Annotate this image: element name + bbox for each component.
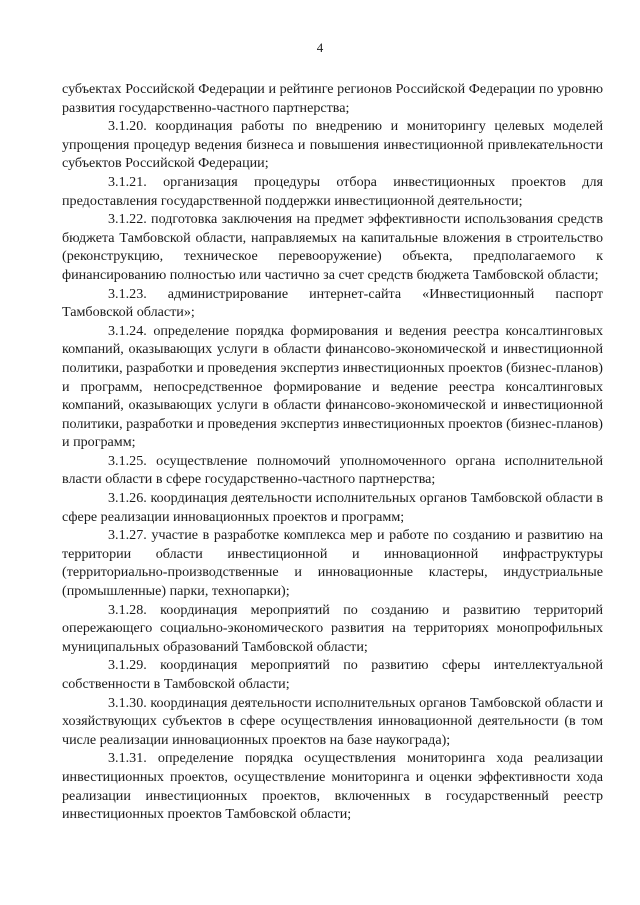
- paragraph-continuation: субъектах Российской Федерации и рейтинге регионов Российской Федерации по уровню развития государственно-частного партнерства;: [62, 81, 603, 116]
- paragraph-3-1-26: 3.1.26. координация деятельности исполнительных органов Тамбовской области в сфере реализации инновационных проектов и программ;: [62, 490, 603, 525]
- document-body: [62, 80, 603, 824]
- paragraph-3-1-22: 3.1.22. подготовка заключения на предмет эффективности использования средств бюджета Тамбовской области, направляемых на капитальные вложения в строительство (реконструкцию, техническое перевооружение) объекта, предполагаемого к финансированию полностью или частично за счет средств бюджета Тамбовской области;: [62, 211, 603, 283]
- page-number: 4: [316, 40, 324, 55]
- paragraph-3-1-24: 3.1.24. определение порядка формирования и ведения реестра консалтинговых компаний, оказывающих услуги в области финансово-экономической и инвестиционной политики, разработки и проведения экспертиз инвестиционных проектов (бизнес-планов) и программ, непосредственное формирование и ведение реестра консалтинговых компаний, оказывающих услуги в области финансово-экономической и инвестиционной политики, разработки и проведения экспертиз инвестиционных проектов (бизнес-планов) и программ;: [62, 322, 603, 451]
- paragraph-3-1-20: 3.1.20. координация работы по внедрению и мониторингу целевых моделей упрощения процедур ведения бизнеса и повышения инвестиционной привлекательности субъектов Российской Федерации;: [62, 118, 603, 172]
- paragraph-3-1-25: 3.1.25. осуществление полномочий уполномоченного органа исполнительной власти области в сфере государственно-частного партнерства;: [62, 452, 603, 488]
- paragraph-3-1-31: 3.1.31. определение порядка осуществления мониторинга хода реализации инвестиционных проектов, осуществление мониторинга и оценки эффективности хода реализации инвестиционных проектов, включенных в государственный реестр инвестиционных проектов Тамбовской области;: [62, 750, 603, 823]
- paragraph-3-1-29: 3.1.29. координация мероприятий по развитию сферы интеллектуальной собственности в Тамбовской области;: [62, 657, 603, 692]
- paragraph-3-1-30: 3.1.30. координация деятельности исполнительных органов Тамбовской области и хозяйствующих субъектов в сфере осуществления инновационной деятельности (в том числе реализации инновационных проектов на базе наукограда);: [62, 694, 603, 748]
- paragraph-3-1-27: 3.1.27. участие в разработке комплекса мер и работе по созданию и развитию на территории области инвестиционной и инновационной инфраструктуры (территориально-производственные и инновационные кластеры, индустриальные (промышленные) парки, технопарки);: [62, 527, 603, 600]
- paragraph-3-1-21: 3.1.21. организация процедуры отбора инвестиционных проектов для предоставления государственной поддержки инвестиционной деятельности;: [62, 173, 603, 209]
- paragraph-3-1-28: 3.1.28. координация мероприятий по созданию и развитию территорий опережающего социально-экономического развития на территориях монопрофильных муниципальных образований Тамбовской области;: [62, 601, 603, 655]
- paragraph-3-1-23: 3.1.23. администрирование интернет-сайта «Инвестиционный паспорт Тамбовской области»;: [62, 285, 603, 321]
